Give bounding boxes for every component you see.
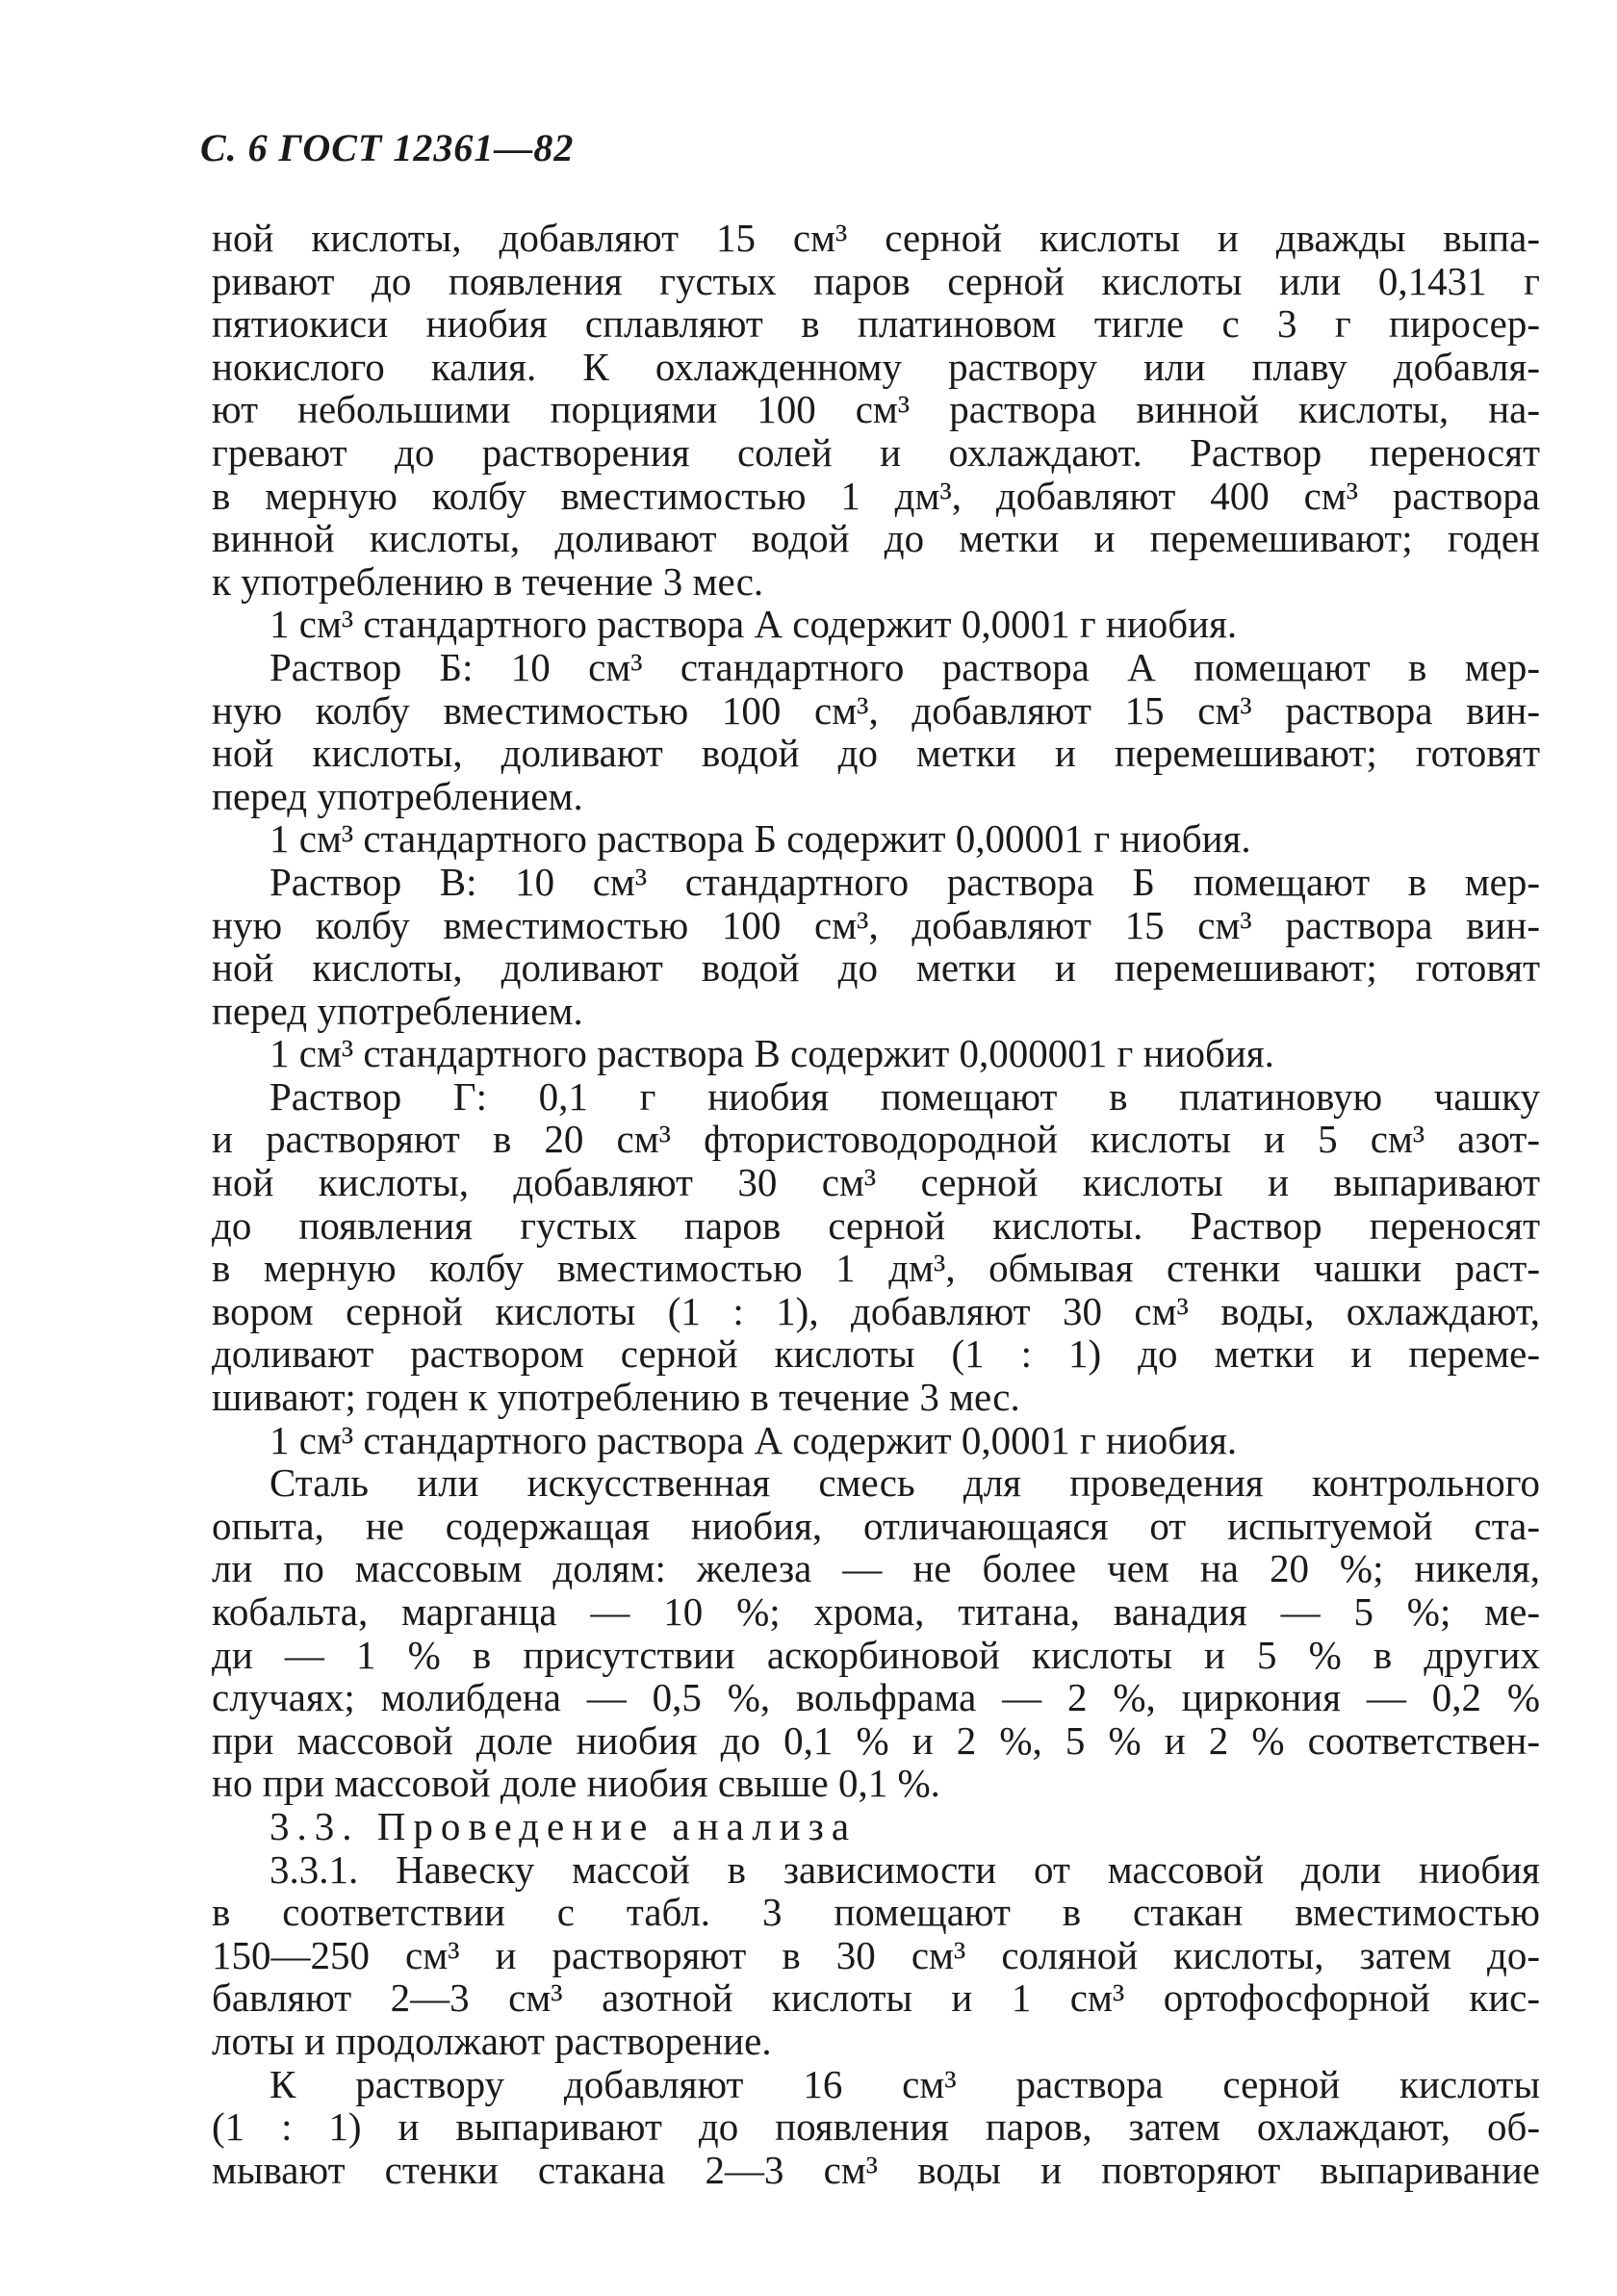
text-line: ривают до появления густых паров серной кислоты или 0,1431 г xyxy=(212,258,1540,303)
text-line: 1 см³ стандартного раствора А содержит 0,0001 г ниобия. xyxy=(270,1417,1238,1462)
text-line: ную колбу вместимостью 100 см³, добавляют 15 см³ раствора вин- xyxy=(212,902,1540,947)
text-line: К раствору добавляют 16 см³ раствора серной кислоты xyxy=(270,2061,1540,2106)
text-line: 150—250 см³ и растворяют в 30 см³ соляной кислоты, затем до- xyxy=(212,1932,1540,1977)
text-line: в соответствии с табл. 3 помещают в стакан вместимостью xyxy=(212,1890,1540,1935)
text-line: перед употреблением. xyxy=(212,988,583,1033)
text-line: ной кислоты, доливают водой до метки и перемешивают; готовят xyxy=(212,945,1540,991)
text-line: и растворяют в 20 см³ фтористоводородной кислоты и 5 см³ азот- xyxy=(212,1117,1540,1162)
text-line: Раствор Б: 10 см³ стандартного раствора А помещают в мер- xyxy=(270,644,1540,689)
section-heading: 3.3. Проведение анализа xyxy=(270,1803,858,1848)
text-line: 1 см³ стандартного раствора А содержит 0,0001 г ниобия. xyxy=(270,602,1238,647)
text-line: ной кислоты, добавляют 15 см³ серной кислоты и дважды выпа- xyxy=(212,216,1540,260)
text-line: в мерную колбу вместимостью 1 дм³, добавляют 400 см³ раствора xyxy=(212,473,1540,518)
text-line: случаях; молибдена — 0,5 %, вольфрама — 2 %, циркония — 0,2 % xyxy=(212,1675,1540,1720)
text-line: лоты и продолжают растворение. xyxy=(212,2018,772,2063)
text-line: до появления густых паров серной кислоты. Раствор переносят xyxy=(212,1202,1540,1248)
text-line: при массовой доле ниобия до 0,1 % и 2 %, 5 % и 2 % соответствен- xyxy=(212,1717,1540,1763)
text-line: винной кислоты, доливают водой до метки и перемешивают; годен xyxy=(212,516,1540,561)
text-line: к употреблению в течение 3 мес. xyxy=(212,558,764,604)
text-line: мывают стенки стакана 2—3 см³ воды и повторяют выпаривание xyxy=(212,2147,1540,2192)
text-line: 1 см³ стандартного раствора Б содержит 0,00001 г ниобия. xyxy=(270,816,1251,862)
text-line: перед употреблением. xyxy=(212,773,583,818)
text-line: пятиокиси ниобия сплавляют в платиновом тигле с 3 г пиросер- xyxy=(212,301,1540,347)
text-line: нокислого калия. К охлажденному раствору или плаву добавля- xyxy=(212,344,1540,389)
text-line: вором серной кислоты (1 : 1), добавляют 30 см³ воды, охлаждают, xyxy=(212,1288,1540,1333)
text-line: шивают; годен к употреблению в течение 3 мес. xyxy=(212,1375,1020,1420)
text-line: но при массовой доле ниобия свыше 0,1 %. xyxy=(212,1761,940,1806)
text-line: в мерную колбу вместимостью 1 дм³, обмывая стенки чашки раст- xyxy=(212,1246,1540,1291)
text-line: доливают раствором серной кислоты (1 : 1) до метки и переме- xyxy=(212,1331,1540,1377)
text-line: ли по массовым долям: железа — не более чем на 20 %; никеля, xyxy=(212,1546,1540,1591)
text-line: гревают до растворения солей и охлаждают. Раствор переносят xyxy=(212,429,1540,475)
text-line: ной кислоты, доливают водой до метки и перемешивают; готовят xyxy=(212,731,1540,776)
text-line: ди — 1 % в присутствии аскорбиновой кислоты и 5 % в других xyxy=(212,1632,1540,1677)
text-line: ют небольшими порциями 100 см³ раствора винной кислоты, на- xyxy=(212,387,1540,432)
document-body xyxy=(212,217,1540,2191)
text-line: 1 см³ стандартного раствора В содержит 0,000001 г ниобия. xyxy=(270,1031,1274,1076)
text-line: (1 : 1) и выпаривают до появления паров, затем охлаждают, об- xyxy=(212,2104,1540,2150)
page-header: С. 6 ГОСТ 12361—82 xyxy=(200,126,575,169)
text-line: 3.3.1. Навеску массой в зависимости от массовой доли ниобия xyxy=(270,1846,1540,1892)
text-line: ную колбу вместимостью 100 см³, добавляют 15 см³ раствора вин- xyxy=(212,687,1540,733)
text-line: Раствор В: 10 см³ стандартного раствора Б помещают в мер- xyxy=(270,859,1540,904)
text-line: Сталь или искусственная смесь для проведения контрольного xyxy=(270,1460,1540,1506)
text-line: бавляют 2—3 см³ азотной кислоты и 1 см³ ортофосфорной кис- xyxy=(212,1975,1540,2021)
text-line: Раствор Г: 0,1 г ниобия помещают в платиновую чашку xyxy=(270,1073,1540,1119)
text-line: опыта, не содержащая ниобия, отличающаяся от испытуемой ста- xyxy=(212,1503,1540,1548)
text-line: ной кислоты, добавляют 30 см³ серной кислоты и выпаривают xyxy=(212,1160,1540,1205)
text-line: кобальта, марганца — 10 %; хрома, титана, ванадия — 5 %; ме- xyxy=(212,1589,1540,1634)
